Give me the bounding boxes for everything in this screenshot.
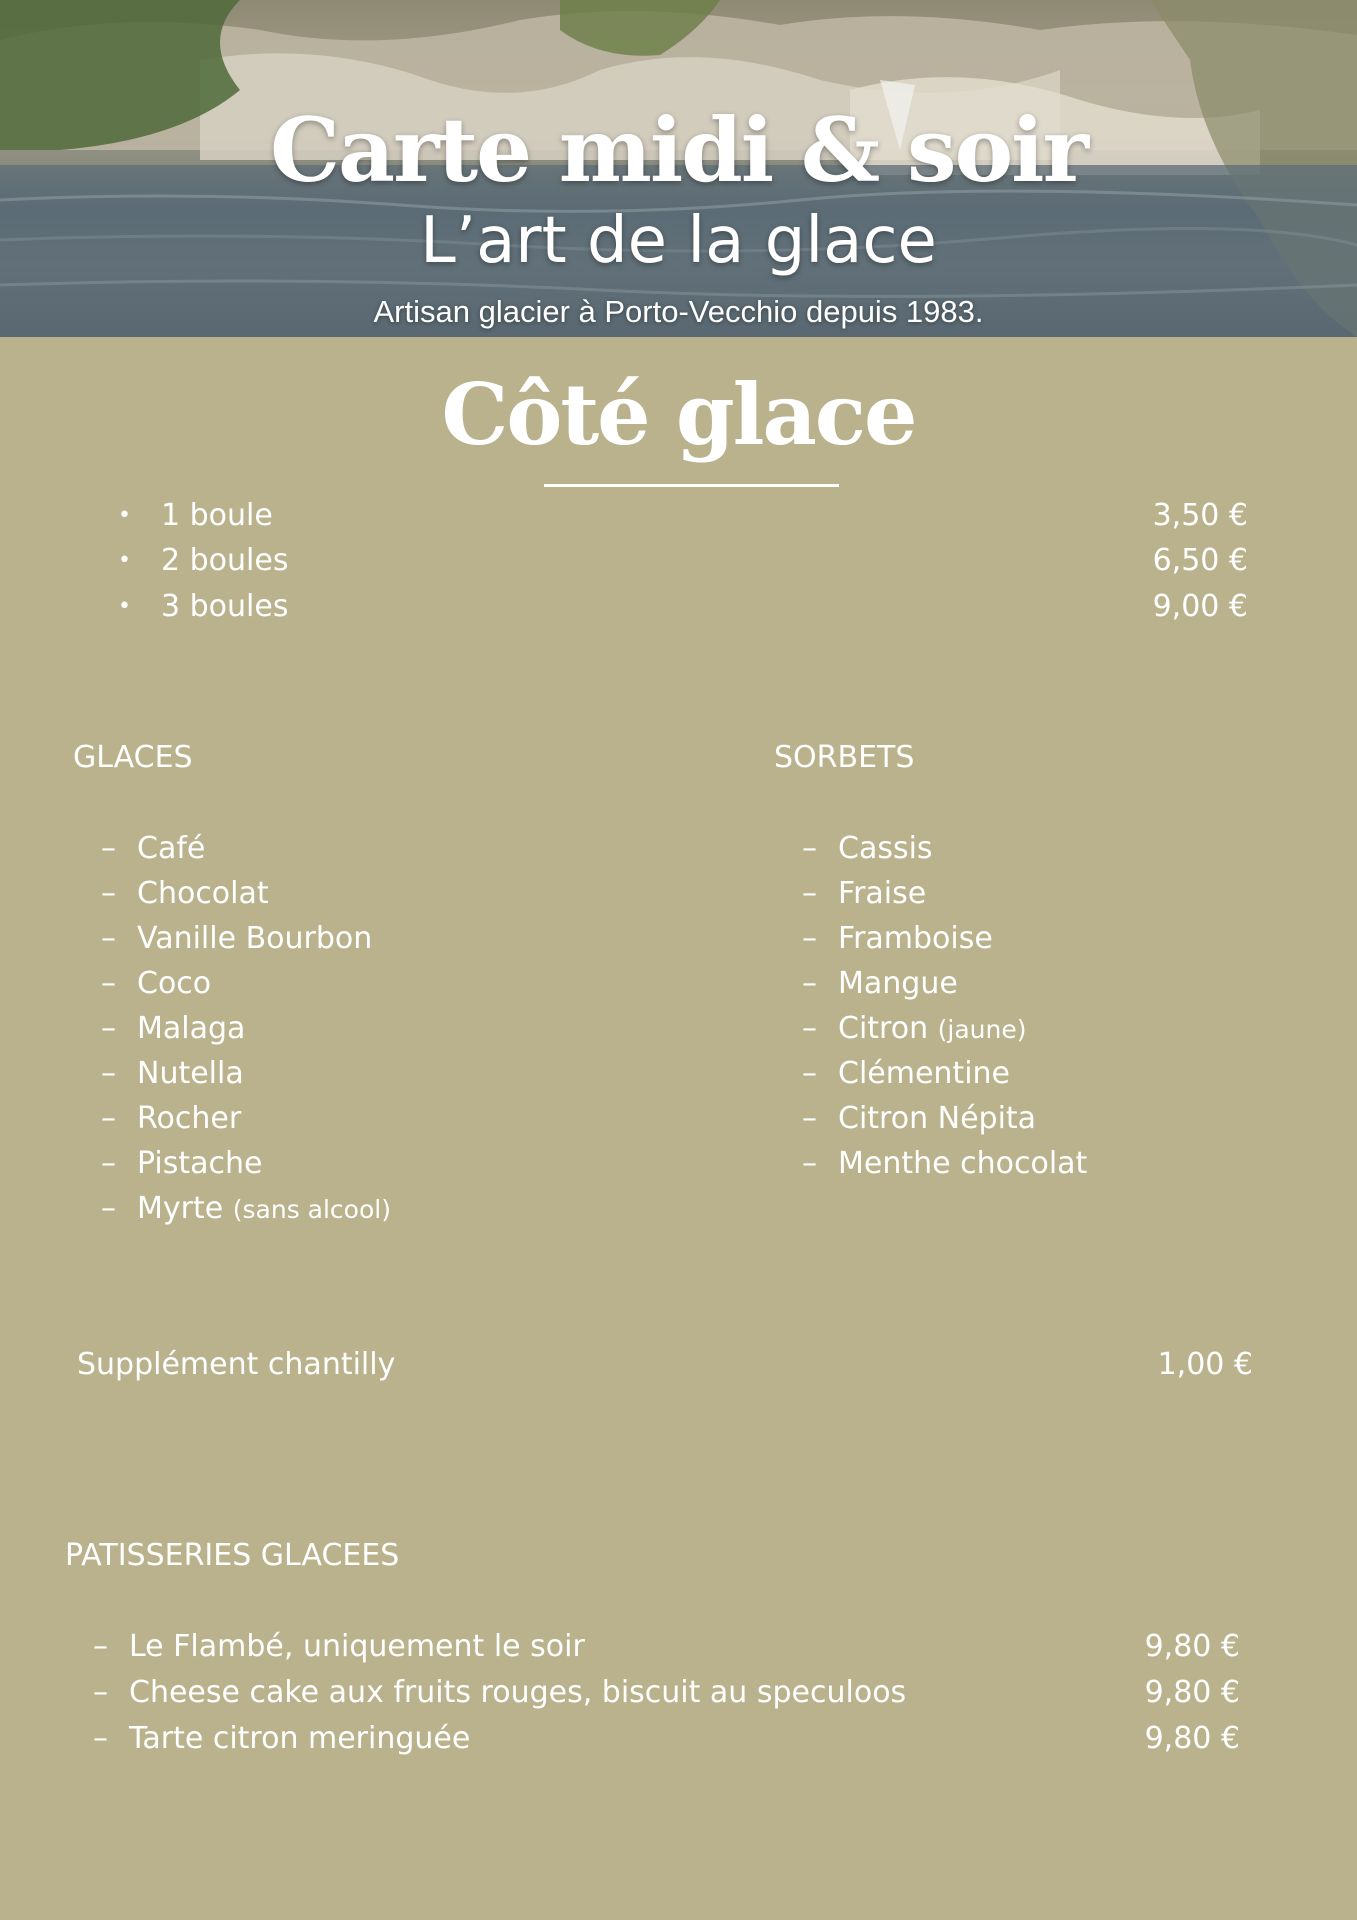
dash-icon: – bbox=[93, 1675, 108, 1710]
dash-icon: – bbox=[802, 1056, 817, 1091]
patisserie-price: 9,80 € bbox=[1144, 1721, 1240, 1756]
flavor-name: Citron bbox=[838, 1011, 929, 1046]
scoop-price: 3,50 € bbox=[1152, 498, 1248, 533]
dash-icon: – bbox=[101, 831, 116, 866]
flavor-name: Mangue bbox=[838, 966, 958, 1001]
glaces-heading: GLACES bbox=[73, 740, 193, 775]
flavor-name: Framboise bbox=[838, 921, 993, 956]
scoop-price: 6,50 € bbox=[1152, 543, 1248, 578]
bullet-icon: • bbox=[118, 548, 131, 573]
dash-icon: – bbox=[802, 921, 817, 956]
dash-icon: – bbox=[802, 831, 817, 866]
patisserie-name: Le Flambé, uniquement le soir bbox=[129, 1629, 585, 1664]
flavor-name: Coco bbox=[137, 966, 212, 1001]
dash-icon: – bbox=[93, 1629, 108, 1664]
flavor-name: Malaga bbox=[137, 1011, 246, 1046]
flavor-name: Rocher bbox=[137, 1101, 242, 1136]
supplement-price: 1,00 € bbox=[1157, 1347, 1253, 1382]
dash-icon: – bbox=[802, 1146, 817, 1181]
menu-subtitle: L’art de la glace bbox=[420, 204, 937, 278]
flavor-name: Menthe chocolat bbox=[838, 1146, 1088, 1181]
flavor-name: Citron Népita bbox=[838, 1101, 1037, 1136]
dash-icon: – bbox=[93, 1721, 108, 1756]
dash-icon: – bbox=[101, 1191, 116, 1226]
scoop-label: 3 boules bbox=[161, 589, 289, 624]
patisserie-name: Cheese cake aux fruits rouges, biscuit au speculoos bbox=[129, 1675, 907, 1710]
supplement-label: Supplément chantilly bbox=[77, 1347, 396, 1382]
scoop-label: 1 boule bbox=[161, 498, 273, 533]
header-photo bbox=[0, 0, 1357, 337]
flavor-item bbox=[838, 1009, 1026, 1050]
patisserie-price: 9,80 € bbox=[1144, 1675, 1240, 1710]
dash-icon: – bbox=[101, 1101, 116, 1136]
patisseries-heading: PATISSERIES GLACEES bbox=[65, 1538, 400, 1573]
flavor-name: Vanille Bourbon bbox=[137, 921, 373, 956]
flavor-name: Pistache bbox=[137, 1146, 263, 1181]
flavor-name: Cassis bbox=[838, 831, 933, 866]
bullet-icon: • bbox=[118, 594, 131, 619]
flavor-name: Nutella bbox=[137, 1056, 244, 1091]
dash-icon: – bbox=[802, 966, 817, 1001]
dash-icon: – bbox=[101, 921, 116, 956]
dash-icon: – bbox=[101, 876, 116, 911]
flavor-name: Fraise bbox=[838, 876, 927, 911]
flavor-name: Clémentine bbox=[838, 1056, 1011, 1091]
dash-icon: – bbox=[802, 1011, 817, 1046]
flavor-name: Chocolat bbox=[137, 876, 269, 911]
flavor-note: (sans alcool) bbox=[232, 1195, 391, 1224]
title-underline bbox=[544, 484, 839, 487]
dash-icon: – bbox=[101, 1146, 116, 1181]
scoop-label: 2 boules bbox=[161, 543, 289, 578]
dash-icon: – bbox=[101, 1056, 116, 1091]
bullet-icon: • bbox=[118, 503, 131, 528]
menu-tagline: Artisan glacier à Porto-Vecchio depuis 1983. bbox=[373, 294, 984, 329]
flavor-name: Café bbox=[137, 831, 206, 866]
section-title: Côté glace bbox=[441, 365, 916, 464]
dash-icon: – bbox=[101, 966, 116, 1001]
flavor-name: Myrte bbox=[137, 1191, 224, 1226]
sorbets-heading: SORBETS bbox=[774, 740, 915, 775]
dash-icon: – bbox=[101, 1011, 116, 1046]
dash-icon: – bbox=[802, 1101, 817, 1136]
patisserie-price: 9,80 € bbox=[1144, 1629, 1240, 1664]
flavor-note: (jaune) bbox=[937, 1015, 1027, 1044]
scoop-price: 9,00 € bbox=[1152, 589, 1248, 624]
patisserie-name: Tarte citron meringuée bbox=[129, 1721, 471, 1756]
dash-icon: – bbox=[802, 876, 817, 911]
flavor-item bbox=[137, 1189, 391, 1230]
menu-title: Carte midi & soir bbox=[270, 98, 1087, 202]
